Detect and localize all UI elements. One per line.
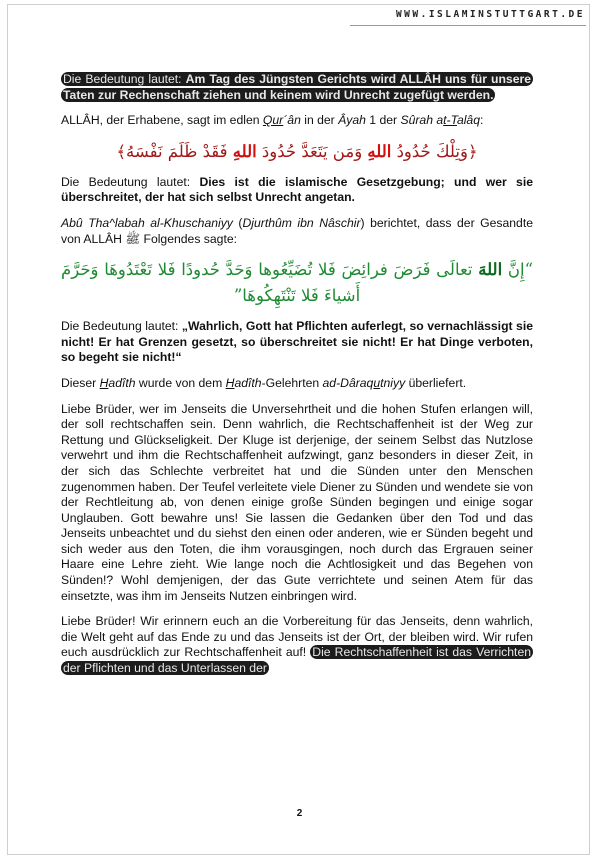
- document-body: [61, 72, 533, 687]
- highlighted-meaning-1: Die Bedeutung lautet: Am Tag des Jüngsten Gerichts wird ALLÂH uns für unsere Taten zur Rechenschaft ziehen und keinem wird Unrecht zugefügt werden.: [63, 72, 531, 102]
- quran-verse-arabic: ﴿وَتِلْكَ حُدُودُ اللهِ وَمَن يَتَعَدَّ حُدُودَ اللهِ فَقَدْ ظَلَمَ نَفْسَهُ﴾: [116, 141, 478, 161]
- page-number: 2: [296, 808, 303, 819]
- header-website-url[interactable]: WWW.ISLAMINSTUTTGART.DE: [395, 9, 585, 20]
- salawat-honorific-icon: ﷺ: [125, 231, 141, 246]
- header-rule: [350, 25, 586, 26]
- body-paragraph-2: Liebe Brüder! Wir erinnern euch an die Vorbereitung für das Jenseits, denn wahrlich, die Welt geht auf das Ende zu und das Jenseits ist der Ort, der bleiben wird. Wir rufen euch ausdrücklich zur Rechtschaffenheit auf! Die Rechtschaffenheit ist das Verrichten der Pflichten und das Unterlassen der: [61, 614, 533, 676]
- meaning-paragraph-2: Die Bedeutung lautet: Dies ist die islamische Gesetzgebung; und wer sie überschreitet, der hat sich selbst Unrecht angetan.: [61, 174, 533, 205]
- meaning-paragraph-3: Die Bedeutung lautet: „Wahrlich, Gott hat Pflichten auferlegt, so vernachlässigt sie nicht! Er hat Grenzen gesetzt, so überschreitet sie nicht! Er hat Dinge verboten, so begeht sie nicht!“: [61, 319, 533, 365]
- hadith-arabic: “إِنَّ اللهَ تعالَى فَرَضَ فرائِضَ فَلا تُضَيِّعُوها وَحَدَّ حُدودًا فَلا تَعْتَدُوهَا وَحَرَّمَ أَشياءَ فَلا تَنْتَهِكُوهَا”: [61, 260, 533, 306]
- meaning-paragraph-1: [61, 72, 533, 103]
- highlighted-sentence: Die Rechtschaffenheit ist das Verrichten der Pflichten und das Unterlassen der: [63, 645, 531, 676]
- hadith-intro-paragraph: Abû Tha^labah al-Khuschaniyy (Djurthûm ibn Nâschir) berichtet, dass der Gesandte von ALLÂH ﷺ Folgendes sagte:: [61, 215, 533, 246]
- body-paragraph-1: Liebe Brüder, wer im Jenseits die Unversehrtheit und die hohen Stufen erlangen will, der soll rechtschaffen sein. Denn wahrlich, die Rechtschaffenheit ist der Weg zur Rettung und Glückseligkeit. Der Kluge ist derjenige, der seinem Selbst das Nutzlose verwehrt und ihm die Rechtschaffenheit aufzwingt, ganz besonders in dieser Zeit, in der sich das Schlechte verbreitet hat und die Sünden unter den Menschen zugenommen haben. Der Teufel verleitete viele Diener zu Sünden und wendete sie von der Rechtleitung ab, von denen einige große Sünden begingen und einige sogar Unglauben. Gott bewahre uns! Sie lassen die Gedanken über den Tod und das Jenseits unbeachtet und du siehst den einen oder anderen, wie er Sünden begeht und sich weder aus den Toten, die ihm vorausgingen, noch durch das Ergrauen seiner Haare eine Lehre zieht. Wie lange noch die Achtlosigkeit und das Begehen von Sünden!? Wohl demjenigen, der das Gute verrichtete und seinen Atem für das einsetzte, was ihm im Jenseits Nutzen einbringen wird.: [61, 401, 533, 603]
- quran-intro-paragraph: ALLÂH, der Erhabene, sagt im edlen Qur´ân in der Âyah 1 der Sûrah at-Talâq:: [61, 113, 484, 128]
- hadith-source-paragraph: Dieser Hadîth wurde von dem Hadîth-Gelehrten ad-Dâraqutniyy überliefert.: [61, 375, 467, 390]
